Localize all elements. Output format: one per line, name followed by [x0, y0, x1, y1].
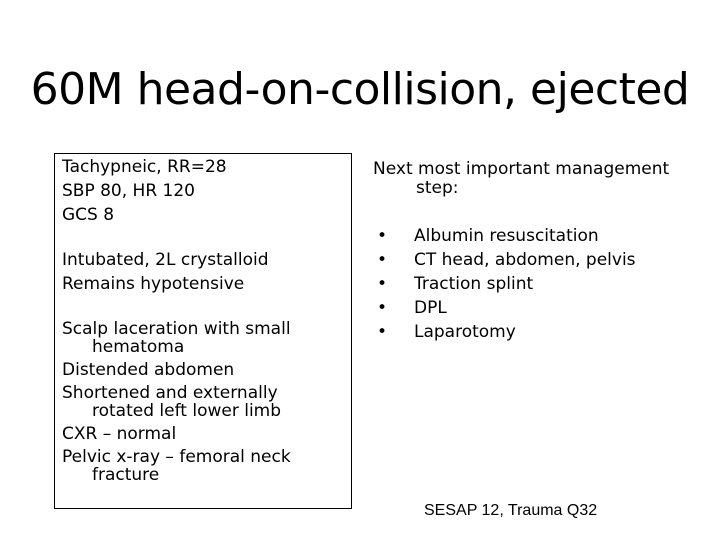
vitals-line: GCS 8 — [62, 205, 115, 225]
answer-option-label: DPL — [414, 298, 447, 318]
vitals-line: Tachypneic, RR=28 — [62, 157, 227, 177]
answer-options-list — [373, 224, 693, 344]
case-details-box — [54, 153, 352, 509]
treatment-line: Remains hypotensive — [62, 274, 245, 294]
slide-title: 60M head-on-collision, ejected — [30, 64, 690, 115]
bullet-icon: • — [377, 226, 388, 246]
answer-option — [373, 320, 693, 344]
finding-line: Pelvic x-ray – femoral neck fracture — [62, 447, 291, 485]
bullet-icon: • — [377, 298, 388, 318]
question-text: Next most important management step: — [373, 159, 670, 198]
answer-option — [373, 224, 693, 248]
finding-line: Shortened and externally rotated left lower limb — [62, 383, 282, 421]
vitals-line: SBP 80, HR 120 — [62, 181, 195, 201]
answer-option-label: CT head, abdomen, pelvis — [414, 250, 636, 270]
vitals-group — [62, 158, 345, 225]
finding-line: Scalp laceration with small hematoma — [62, 319, 291, 357]
bullet-icon: • — [377, 322, 388, 342]
answer-option-label: Traction splint — [414, 274, 534, 294]
bullet-icon: • — [377, 274, 388, 294]
answer-option-label: Laparotomy — [414, 322, 516, 342]
finding-line: CXR – normal — [62, 424, 177, 444]
bullet-icon: • — [377, 250, 388, 270]
finding-line: Distended abdomen — [62, 360, 235, 380]
findings-group — [62, 320, 345, 484]
answer-option — [373, 248, 693, 272]
treatment-line: Intubated, 2L crystalloid — [62, 250, 269, 270]
question-panel — [373, 160, 693, 344]
source-citation: SESAP 12, Trauma Q32 — [424, 502, 598, 519]
answer-option — [373, 296, 693, 320]
treatment-group — [62, 251, 345, 294]
answer-option-label: Albumin resuscitation — [414, 226, 599, 246]
answer-option — [373, 272, 693, 296]
